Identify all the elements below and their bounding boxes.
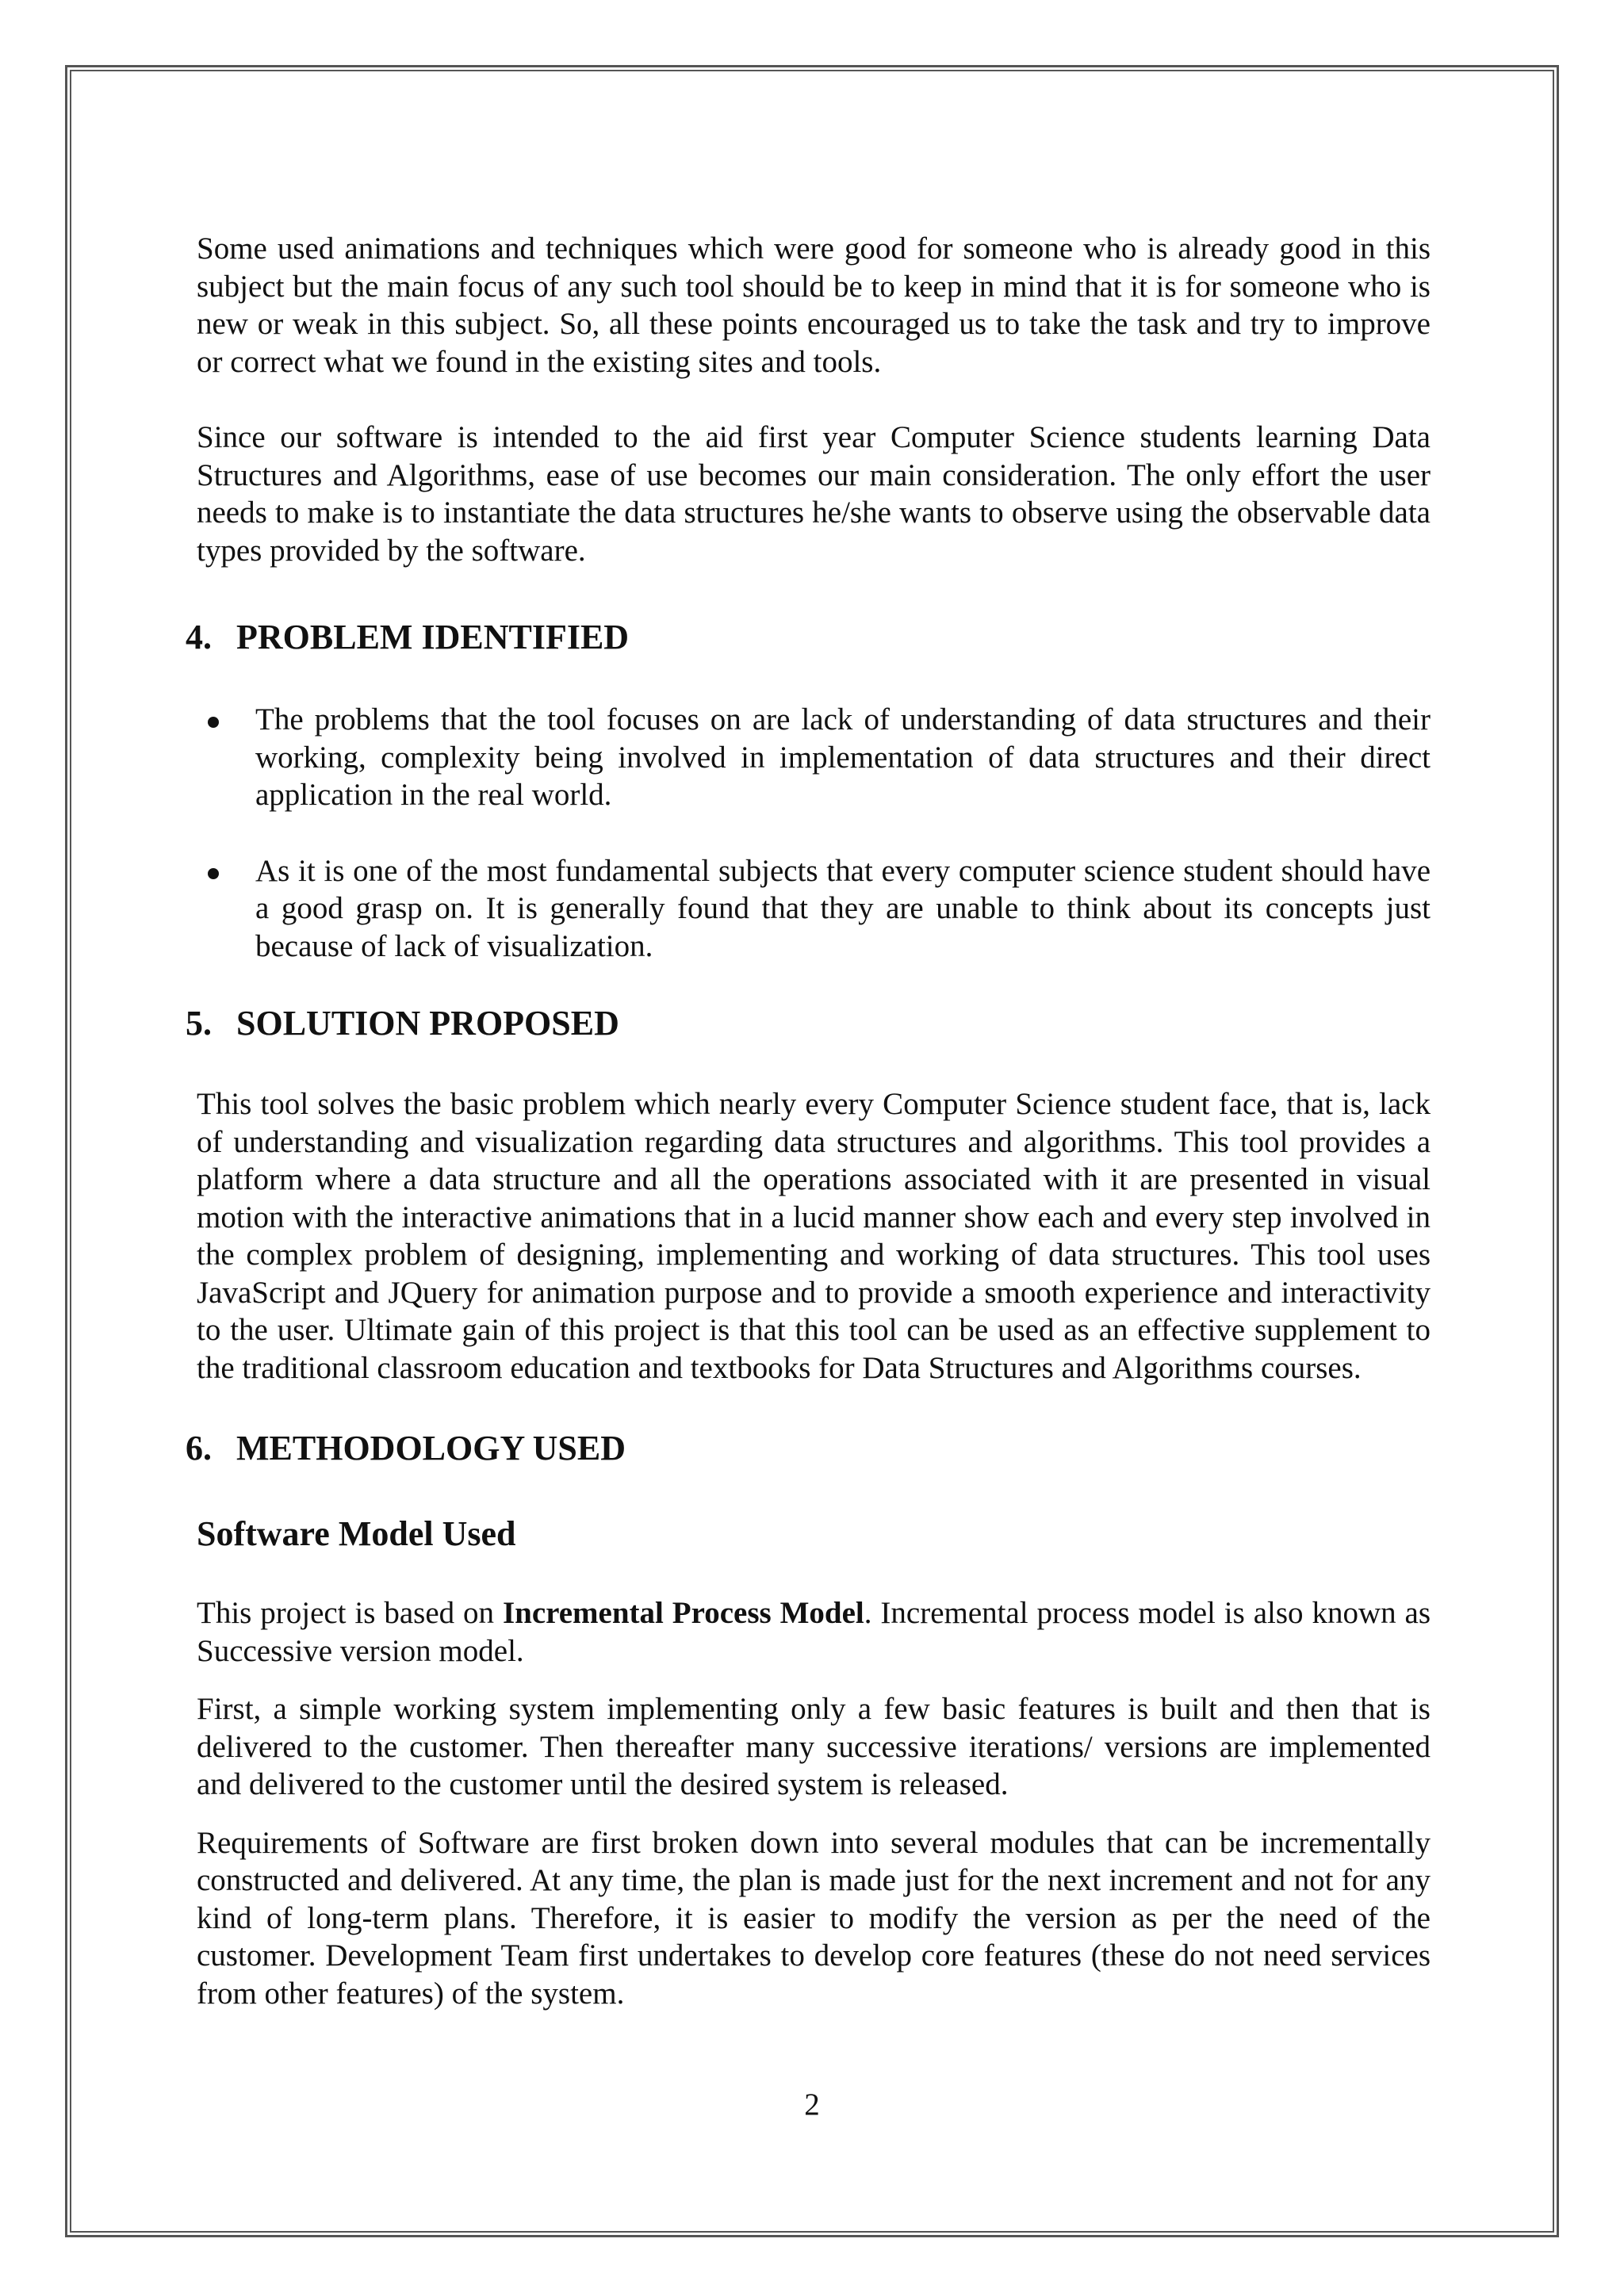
section-4-number: 4. <box>186 618 212 656</box>
intro-paragraph-2: Since our software is intended to the aid first year Computer Science students learning Data Structures and Algorithms, ease of use becomes our main consideration. The only effort the user needs to make is to instantiate the data structures he/she wants to observe using the observable data types provided by the software. <box>197 420 1431 568</box>
section-5-title: SOLUTION PROPOSED <box>236 1004 619 1043</box>
intro-paragraph-1: Some used animations and techniques which were good for someone who is already good in this subject but the main focus of any such tool should be to keep in mind that it is for someone who is new or weak in this subject. So, all these points encouraged us to take the task and try to improve or correct what we found in the existing sites and tools. <box>197 232 1431 379</box>
bullet-icon <box>208 717 219 728</box>
page-number: 2 <box>804 2087 820 2122</box>
page-content <box>186 230 1431 2012</box>
section-6-heading <box>186 1426 1431 1471</box>
list-item <box>197 852 1431 966</box>
problem-list <box>197 701 1431 965</box>
problem-bullet-1: The problems that the tool focuses on are lack of understanding of data structures and their working, complexity being involved in implementation of data structures and their direct application in the real world. <box>255 702 1431 812</box>
problem-bullet-2: As it is one of the most fundamental subjects that every computer science student should have a good grasp on. It is generally found that they are unable to think about its concepts just because of lack of visualization. <box>255 853 1431 963</box>
section-5-number: 5. <box>186 1004 212 1043</box>
section-5-heading <box>186 1001 1431 1046</box>
list-item <box>197 701 1431 814</box>
methodology-paragraph-1-end: . Incremental process model is also known as Successive version model. <box>197 1596 1431 1668</box>
section-4-heading <box>186 615 1431 660</box>
methodology-paragraph-2: First, a simple working system implementing only a few basic features is built and then that is delivered to the customer. Then thereafter many successive iterations/ versions are implemented and delivered to the customer until the desired system is released. <box>197 1692 1431 1801</box>
incremental-model-term: Incremental Process Model <box>502 1596 864 1630</box>
software-model-subheading: Software Model Used <box>197 1514 516 1553</box>
methodology-paragraph-3: Requirements of Software are first broken down into several modules that can be incrementally constructed and delivered. At any time, the plan is made just for the next increment and not for any kind of long-term plans. Therefore, it is easier to modify the version as per the need of the customer. Development Team first undertakes to develop core features (these do not need services from other features) of the system. <box>197 1825 1431 2011</box>
section-6-number: 6. <box>186 1429 212 1468</box>
methodology-paragraph-1 <box>197 1594 1431 1670</box>
section-4-title: PROBLEM IDENTIFIED <box>236 618 630 656</box>
solution-paragraph: This tool solves the basic problem which nearly every Computer Science student face, that is, lack of understanding and visualization regarding data structures and algorithms. This tool provides a platform where a data structure and all the operations associated with it are presented in visual motion with the interactive animations that in a lucid manner show each and every step involved in the complex problem of designing, implementing and working of data structures. This tool uses JavaScript and JQuery for animation purpose and to provide a smooth experience and interactivity to the user. Ultimate gain of this project is that this tool can be used as an effective supplement to the traditional classroom education and textbooks for Data Structures and Algorithms courses. <box>197 1087 1431 1385</box>
section-6-title: METHODOLOGY USED <box>236 1429 626 1468</box>
bullet-icon <box>208 868 219 879</box>
methodology-paragraph-1-start: This project is based on <box>197 1596 503 1630</box>
